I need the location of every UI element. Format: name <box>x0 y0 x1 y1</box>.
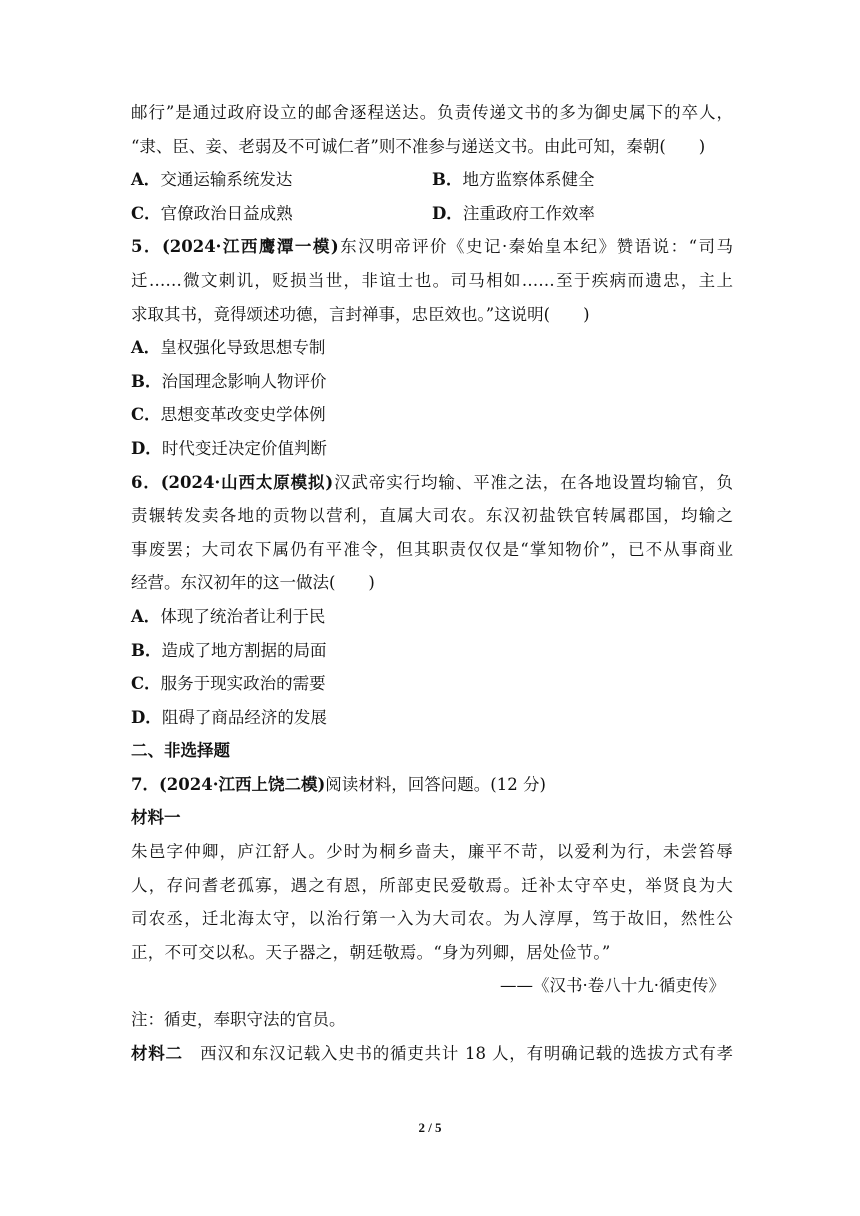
material1-label: 材料一 <box>131 808 181 828</box>
q5-option-d: D．时代变迁决定价值判断 <box>131 438 327 458</box>
q6-stem-line: 事废罢；大司农下属仍有平准令，但其职责仅仅是“掌知物价”，已不从事商业 <box>131 539 733 559</box>
q6-option-c: C．服务于现实政治的需要 <box>131 674 326 694</box>
material1-line: 朱邑字仲卿，庐江舒人。少时为桐乡啬夫，廉平不苛，以爱利为行，未尝笞辱 <box>131 842 733 862</box>
q6-stem-line: 责辗转发卖各地的贡物以营利，直属大司农。东汉初盐铁官转属郡国，均输之 <box>131 506 733 526</box>
q6-option-d: D．阻碍了商品经济的发展 <box>131 707 327 727</box>
q4-stem-line: “隶、臣、妾、老弱及不可诚仁者”则不准参与递送文书。由此可知，秦朝( ) <box>131 136 706 156</box>
q7-prompt-line <box>131 768 733 802</box>
q6-option-b: B．造成了地方割据的局面 <box>131 640 327 660</box>
material1-line: 司农丞，迁北海太守，以治行第一入为大司农。为人淳厚，笃于故旧，然性公 <box>131 909 733 929</box>
q5-stem-line: 求取其书，竟得颂述功德，言封禅事，忠臣效也。”这说明( ) <box>131 304 590 324</box>
material1-source: ——《汉书·卷八十九·循吏传》 <box>500 976 725 996</box>
q6-option-a: A．体现了统治者让利于民 <box>131 606 326 626</box>
material2-label: 材料二 <box>131 1043 183 1063</box>
q6-source: (2024·山西太原模拟) <box>160 472 334 492</box>
q7-prompt: 阅读材料，回答问题。(12 分) <box>325 774 546 794</box>
q7-number: 7． <box>131 774 159 794</box>
material1-line: 人，存问耆老孤寡，遇之有恩，所部吏民爱敬焉。迁补太守卒史，举贤良为大 <box>131 875 733 895</box>
q4-option-c: C．官僚政治日益成熟 <box>131 203 293 223</box>
q4-option-a: A．交通运输系统发达 <box>131 170 293 190</box>
note: 注：循吏，奉职守法的官员。 <box>131 1010 346 1030</box>
q4-stem-line: 邮行”是通过政府设立的邮舍逐程送达。负责传递文书的多为御史属下的卒人， <box>131 103 733 122</box>
q6-number: 6． <box>131 472 161 492</box>
q7-source: (2024·江西上饶二模) <box>158 774 326 794</box>
q5-stem-line: 5．(2024·江西鹰潭一模)东汉明帝评价《史记·秦始皇本纪》赞语说：“司马 <box>131 237 733 257</box>
q4-options-row-2 <box>131 197 733 231</box>
q5-source: (2024·江西鹰潭一模) <box>161 237 339 257</box>
page-number: 2 / 5 <box>418 1120 442 1135</box>
q4-option-d: D．注重政府工作效率 <box>432 203 595 223</box>
material1-line: 正，不可交以私。天子器之，朝廷敬焉。“身为列卿，居处俭节。” <box>131 942 611 962</box>
q5-number: 5． <box>131 237 162 257</box>
page-content <box>131 96 733 1070</box>
q5-option-a: A．皇权强化导致思想专制 <box>131 338 326 358</box>
q6-stem-line: 6．(2024·山西太原模拟)汉武帝实行均输、平准之法，在各地设置均输官，负 <box>131 472 734 492</box>
q4-option-b: B．地方监察体系健全 <box>432 170 595 190</box>
q6-stem-line: 经营。东汉初年的这一做法( ) <box>131 573 375 593</box>
q5-option-c: C．思想变革改变史学体例 <box>131 405 326 425</box>
q4-options-row-1 <box>131 163 733 197</box>
section-title: 二、非选择题 <box>131 741 230 761</box>
material2-line: 材料二 西汉和东汉记载入史书的循吏共计 18 人，有明确记载的选拔方式有孝 <box>131 1043 733 1063</box>
q5-stem-line: 迁……微文刺讥，贬损当世，非谊士也。司马相如……至于疾病而遗忠，主上 <box>131 270 733 290</box>
q5-option-b: B．治国理念影响人物评价 <box>131 371 327 391</box>
